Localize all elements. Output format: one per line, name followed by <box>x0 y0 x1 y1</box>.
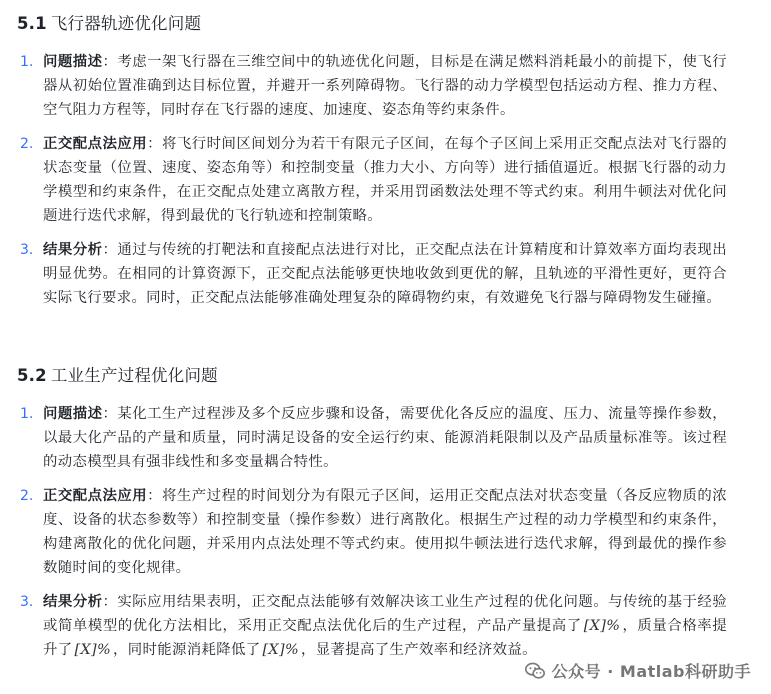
section-title-text: 飞行器轨迹优化问题 <box>50 14 202 33</box>
watermark-text: 公众号 · Matlab科研助手 <box>551 662 751 681</box>
list-index: 2. <box>20 488 34 504</box>
list-item <box>17 484 727 580</box>
list-item <box>17 238 727 310</box>
list-item <box>17 402 727 474</box>
item-term: 结果分析 <box>43 594 103 610</box>
list-index: 2. <box>20 136 34 152</box>
list-index: 3. <box>20 594 34 610</box>
item-text: ，质量合格率提升了 <box>43 618 727 658</box>
list-item <box>17 132 727 228</box>
list-index: 1. <box>20 406 34 422</box>
section-number: 5.1 <box>17 14 47 33</box>
list-index: 3. <box>20 242 34 258</box>
item-term: 问题描述 <box>43 406 103 422</box>
section-title-text: 工业生产过程优化问题 <box>50 366 218 385</box>
item-text: ：考虑一架飞行器在三维空间中的轨迹优化问题，目标是在满足燃料消耗最小的前提下，使飞行器从初始位置准确到达目标位置，并避开一系列障碍物。飞行器的动力学模型包括运动方程、推力方程、空气阻力方程等，同时存在飞行器的速度、加速度、姿态角等约束条件。 <box>43 54 728 118</box>
item-text: ，显著提高了生产效率和经济效益。 <box>301 642 537 658</box>
math-placeholder: [X]% <box>262 642 300 658</box>
list-index: 1. <box>20 54 34 70</box>
section-title-5-1 <box>17 10 201 34</box>
section-5-1-list <box>17 50 727 320</box>
item-term: 问题描述 <box>43 54 103 70</box>
list-item <box>17 590 727 662</box>
item-term: 正交配点法应用 <box>43 136 148 152</box>
item-text: ：将飞行时间区间划分为若干有限元子区间，在每个子区间上采用正交配点法对飞行器的状态变量（位置、速度、姿态角等）和控制变量（推力大小、方向等）进行插值逼近。根据飞行器的动力学模型和约束条件，在正交配点处建立离散方程，并采用罚函数法处理不等式约束。利用牛顿法对优化问题进行迭代求解，得到最优的飞行轨迹和控制策略。 <box>43 136 727 224</box>
section-title-5-2 <box>17 362 218 386</box>
list-item <box>17 50 727 122</box>
item-term: 正交配点法应用 <box>43 488 148 504</box>
item-text: ：将生产过程的时间划分为有限元子区间，运用正交配点法对状态变量（各反应物质的浓度、设备的状态参数等）和控制变量（操作参数）进行离散化。根据生产过程的动力学模型和约束条件，构建离散化的优化问题，并采用内点法处理不等式约束。使用拟牛顿法进行迭代求解，得到最优的操作参数随时间的变化规律。 <box>43 488 727 576</box>
wechat-icon <box>524 660 546 682</box>
item-text: ：实际应用结果表明，正交配点法能够有效解决该工业生产过程的优化问题。与传统的基于经验或简单模型的优化方法相比，采用正交配点法优化后的生产过程，产品产量提高了 <box>43 594 728 634</box>
math-placeholder: [X]% <box>583 618 621 634</box>
watermark <box>524 659 751 682</box>
item-text: ，同时能源消耗降低了 <box>113 642 261 658</box>
item-text: ：某化工生产过程涉及多个反应步骤和设备，需要优化各反应的温度、压力、流量等操作参数，以最大化产品的产量和质量，同时满足设备的安全运行约束、能源消耗限制以及产品质量标准等。该过程的动态模型具有强非线性和多变量耦合特性。 <box>43 406 728 470</box>
math-placeholder: [X]% <box>74 642 112 658</box>
item-text: ：通过与传统的打靶法和直接配点法进行对比，正交配点法在计算精度和计算效率方面均表现出明显优势。在相同的计算资源下，正交配点法能够更快地收敛到更优的解，且轨迹的平滑性更好，更符合实际飞行要求。同时，正交配点法能够准确处理复杂的障碍物约束，有效避免飞行器与障碍物发生碰撞。 <box>43 242 728 306</box>
item-term: 结果分析 <box>43 242 103 258</box>
section-5-2-list <box>17 402 727 672</box>
section-number: 5.2 <box>17 366 47 385</box>
